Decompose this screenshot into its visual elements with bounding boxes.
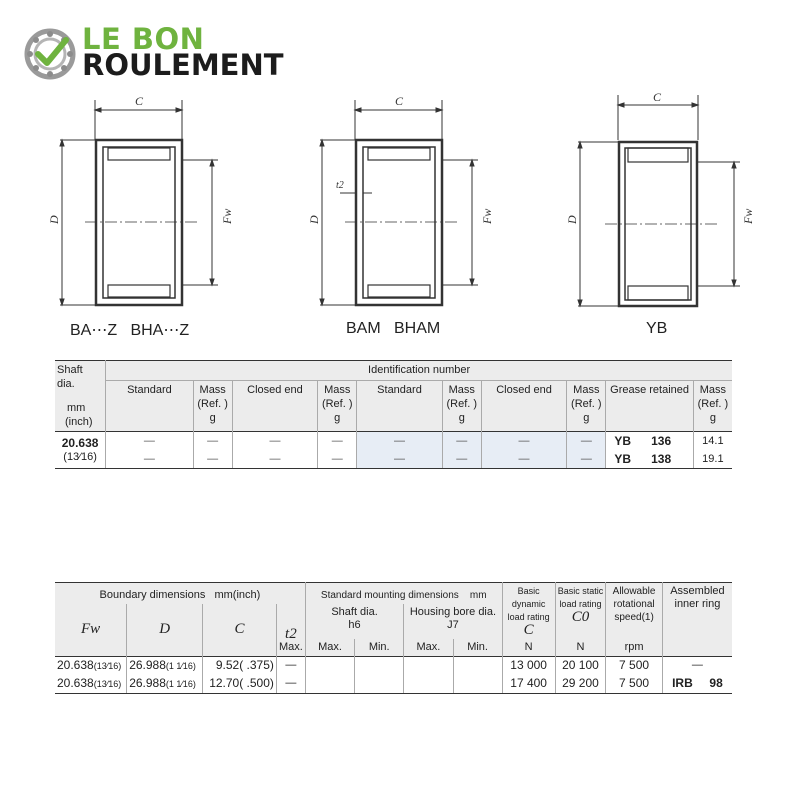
table-row: 20.638(13⁄16) 26.988(1 1⁄16) 12.70( .500) — 17 400 29 200 7 500 IRB 98 [55,675,732,694]
part-number: YB [614,434,632,448]
diagram-label-yb: YB [646,320,668,337]
bearing-diagram-ba-z [40,90,240,315]
col-mass-1: Mass (Ref. ) g [193,381,232,432]
shaft-inch: (13⁄16) [63,451,97,463]
dim-c-label: C [135,94,144,108]
col-closed-end-2: Closed end [481,381,566,432]
mounting-dimensions-header: Standard mounting dimensions mm [305,583,502,605]
bearing-diagram-bam [300,90,500,315]
svg-text:D: D [47,215,61,224]
mass-value: 19.1 [693,450,732,469]
shaft-dia-unit-inch: (inch) [65,416,93,428]
table-row: — — — — — — — — YB 138 19.1 [55,450,732,469]
col-standard-2: Standard [357,381,442,432]
fw-symbol: Fw [81,621,101,637]
col-mass-3: Mass (Ref. ) g [442,381,481,432]
boundary-dimensions-table: Boundary dimensions mm(inch) Standard mounting dimensions mm Basic dynamic load rating C Basic static load rating C0 Allowable rotational speed(1) Assembled inner ring Fw D C t2 Max. Shaft dia. h6 Housing bore dia. J7 Max. Min. Max. Min. N N rpm 20.638(13⁄16) 26.988(1 1⁄16) 9.52( .375) — 13 000 20 100 7 500 — 20.638(13⁄16) 26.988(1 1⁄16) 12.70( .500) — 17 400 29 200 7 500 IRB 98 [55,582,732,694]
basic-static-header: Basic static load rating [557,586,604,609]
bearing-diagram-yb [560,90,760,315]
svg-text:Fw: Fw [480,208,494,224]
svg-text:C: C [395,94,404,108]
housing-bore-header: Housing bore dia. [409,606,497,618]
shaft-dia-header: Shaft dia. [331,606,378,618]
col-mass-5: Mass (Ref. ) g [697,384,729,425]
c-symbol: C [234,621,245,637]
diagram-label-ba-z: BA⋯Z BHA⋯Z [70,322,190,339]
boundary-dimensions-header: Boundary dimensions mm(inch) [55,583,305,605]
col-closed-end-1: Closed end [232,381,317,432]
identification-number-header: Identification number [106,361,732,381]
d-symbol: D [159,621,171,637]
svg-text:Fw: Fw [741,208,755,224]
shaft-value: 20.638 [61,436,99,450]
col-mass-2: Mass (Ref. ) g [318,381,357,432]
shaft-dia-label: Shaft dia. [57,364,83,390]
col-standard-1: Standard [106,381,193,432]
allowable-speed-header: Allowable rotational speed(1) [606,583,663,640]
assembled-inner-ring-header: Assembled inner ring [662,583,732,640]
svg-text:Fw: Fw [220,208,234,224]
mass-value: 14.1 [693,432,732,451]
svg-text:t2: t2 [336,180,344,191]
logo-bearing-icon [24,28,76,80]
basic-dynamic-header: Basic dynamic load rating [507,586,550,622]
col-grease-retained: Grease retained [606,381,693,432]
part-number: YB [614,452,632,466]
col-mass-4: Mass (Ref. ) g [567,381,606,432]
svg-text:C: C [653,90,662,104]
identification-table [55,360,732,469]
logo-text-bottom: ROULEMENT [82,48,284,82]
diagram-label-bam: BAM BHAM [346,320,441,337]
table-row: 20.638 (13⁄16) — — — — — — — — YB 136 14.1 [55,432,732,451]
svg-text:D: D [307,215,321,224]
svg-text:D: D [565,215,579,224]
inner-ring-part: IRB [672,676,693,690]
shaft-dia-unit: mm [67,402,86,414]
table-row: 20.638(13⁄16) 26.988(1 1⁄16) 9.52( .375) — 13 000 20 100 7 500 — [55,657,732,676]
logo-text-top: LE BON [82,22,205,56]
